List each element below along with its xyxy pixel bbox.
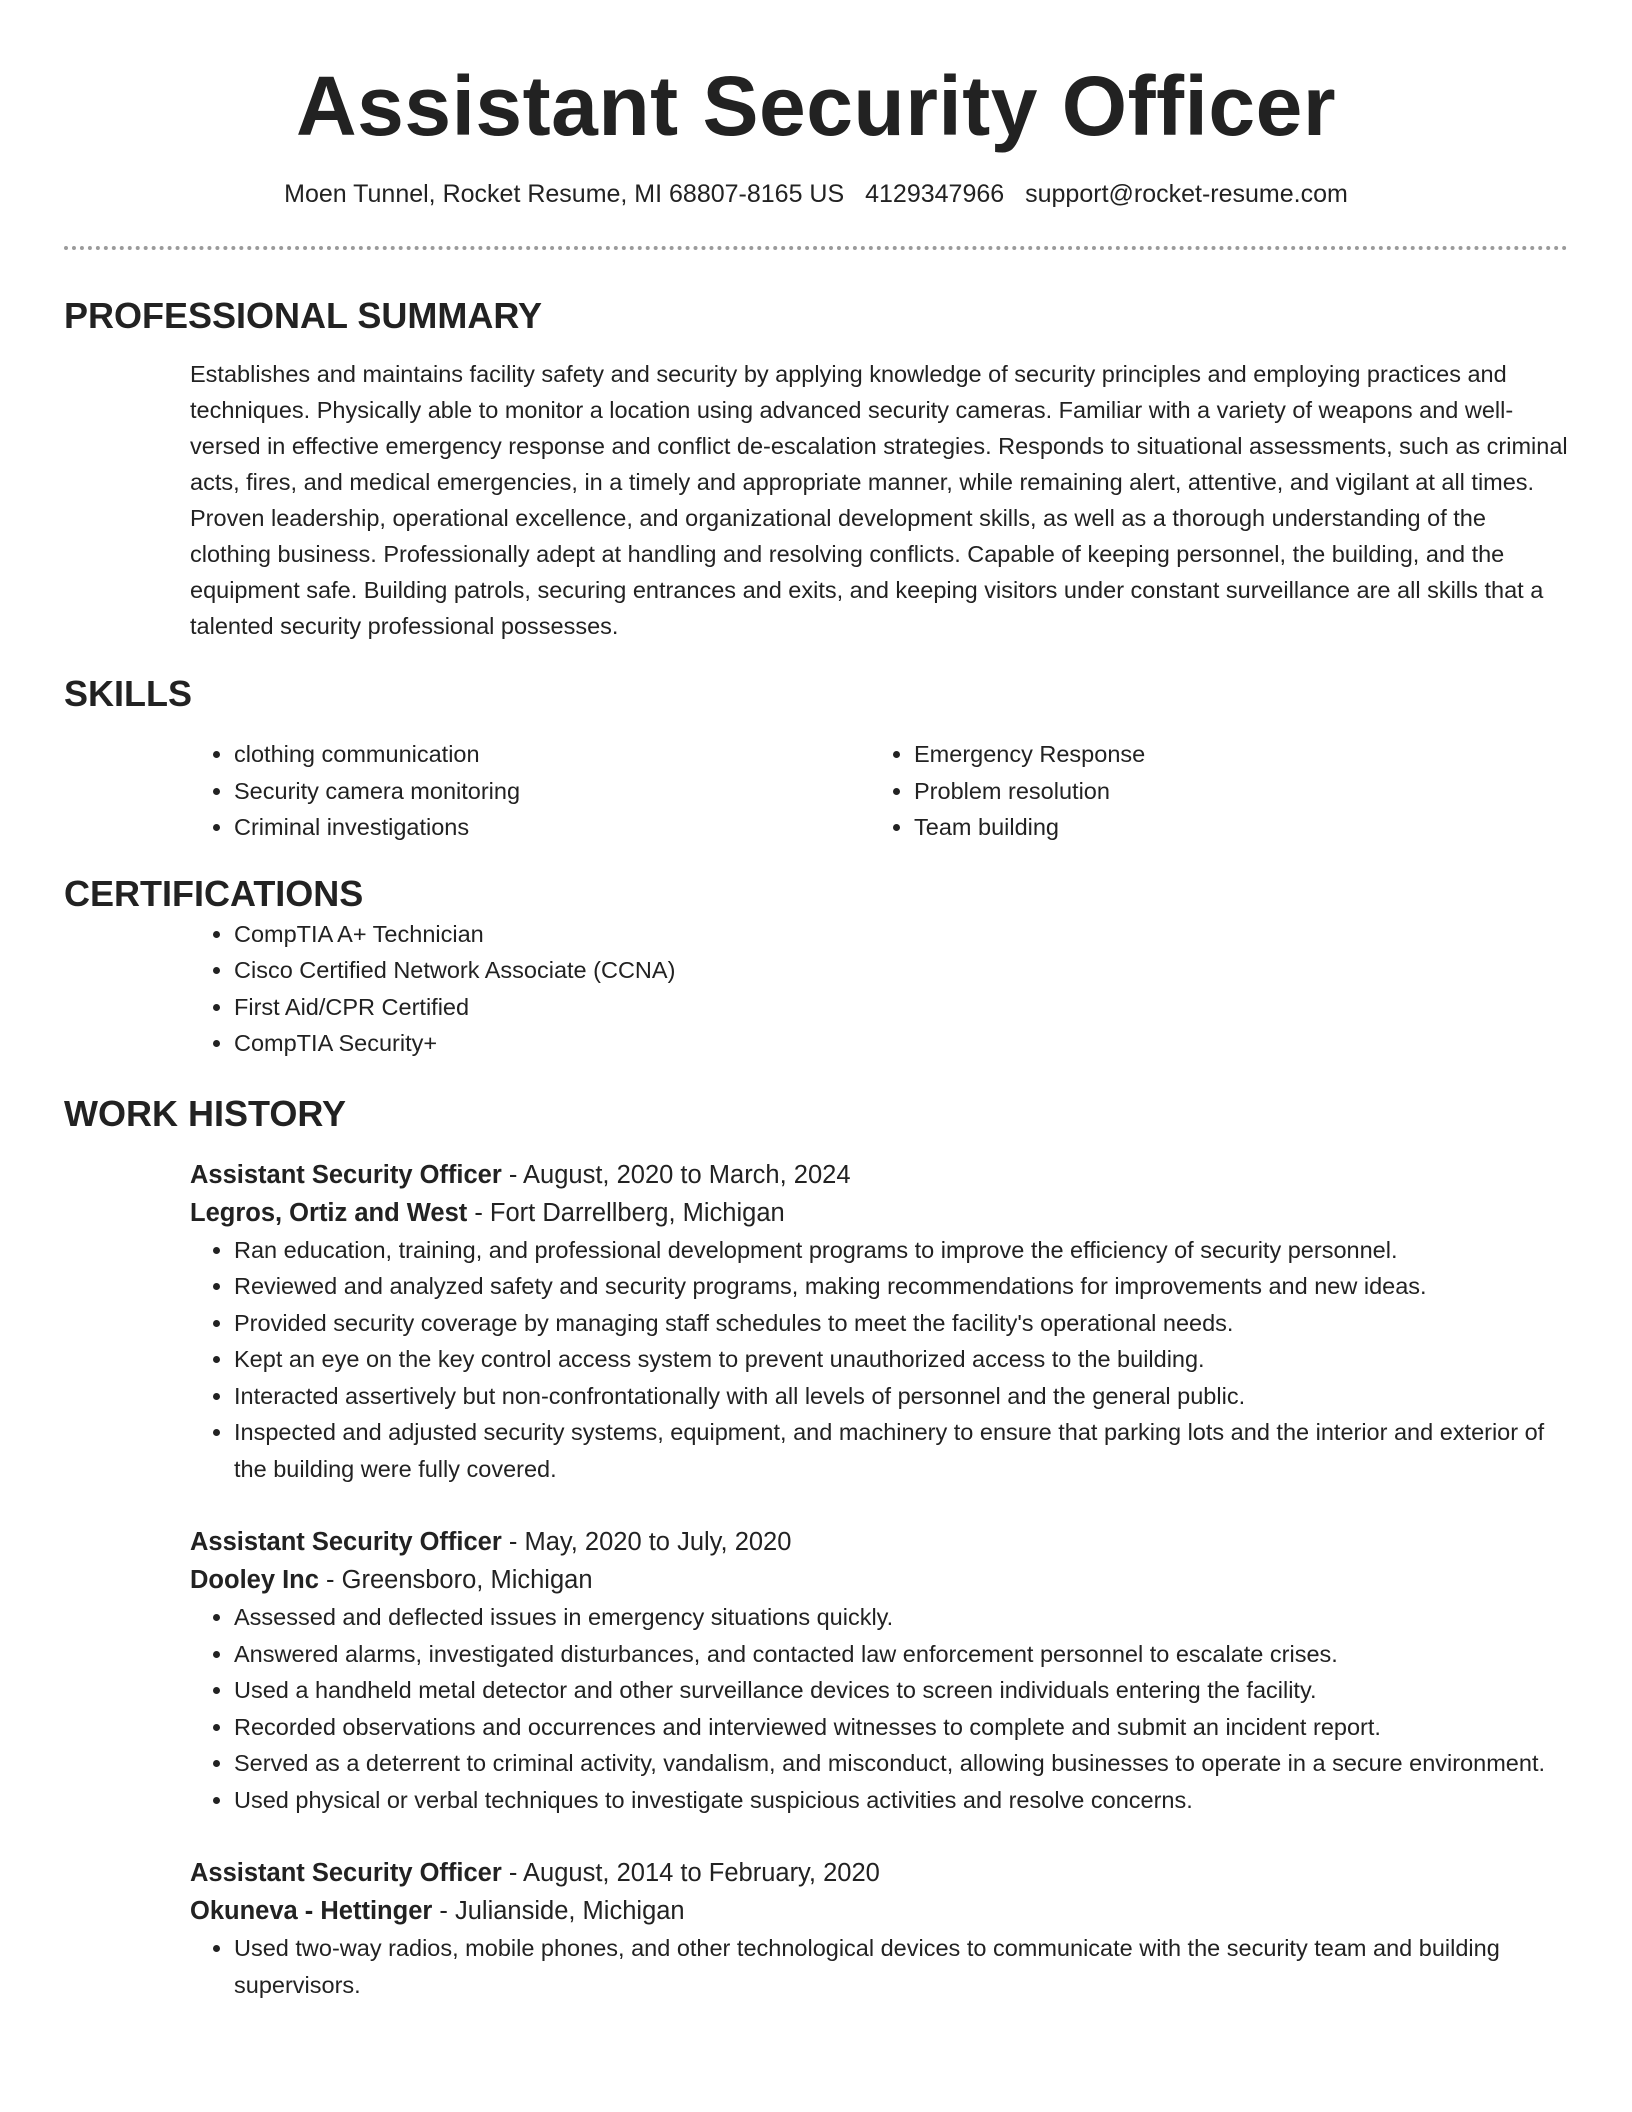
certification-item: • Cisco Certified Network Associate (CCNA) bbox=[234, 952, 1568, 989]
job-company: Okuneva - Hettinger bbox=[190, 1897, 433, 1925]
skill-item: • Criminal investigations bbox=[234, 809, 870, 846]
job-position: Assistant Security Officer bbox=[190, 1160, 502, 1189]
job-bullet: • Kept an eye on the key control access system to prevent unauthorized access to the building. bbox=[234, 1341, 1568, 1378]
summary-heading: PROFESSIONAL SUMMARY bbox=[64, 295, 543, 336]
certification-item: • CompTIA Security+ bbox=[234, 1025, 1568, 1062]
separator: - bbox=[432, 1897, 455, 1925]
header-divider bbox=[64, 246, 1568, 250]
job-bullet: • Used two-way radios, mobile phones, and other technological devices to communicate with the security team and building supervisors. bbox=[234, 1930, 1568, 2003]
job-entry bbox=[190, 1854, 1568, 2003]
skills-list-left bbox=[190, 736, 870, 846]
job-location: Greensboro, Michigan bbox=[341, 1566, 593, 1594]
job-dates: August, 2020 to March, 2024 bbox=[523, 1160, 851, 1189]
job-bullet: • Recorded observations and occurrences and interviewed witnesses to complete and submit an incident report. bbox=[234, 1709, 1568, 1746]
job-title-line bbox=[190, 1156, 1568, 1194]
job-bullets bbox=[190, 1232, 1568, 1488]
skills-list-right bbox=[870, 736, 1550, 846]
contact-email: support@rocket-resume.com bbox=[1025, 180, 1348, 208]
resume-name-title: Assistant Security Officer bbox=[295, 59, 1337, 153]
job-position: Assistant Security Officer bbox=[190, 1859, 502, 1887]
skills-heading: SKILLS bbox=[64, 673, 193, 714]
certifications-heading: CERTIFICATIONS bbox=[64, 872, 364, 914]
contact-address: Moen Tunnel, Rocket Resume, MI 68807-8165 US bbox=[284, 180, 845, 208]
separator: - bbox=[318, 1566, 342, 1594]
job-company: Legros, Ortiz and West bbox=[190, 1198, 468, 1227]
job-bullet: • Provided security coverage by managing staff schedules to meet the facility's operational needs. bbox=[234, 1305, 1568, 1342]
certification-item: • CompTIA A+ Technician bbox=[234, 916, 1568, 953]
job-bullet: • Served as a deterrent to criminal activity, vandalism, and misconduct, allowing businesses to operate in a secure environment. bbox=[234, 1745, 1568, 1782]
job-bullets bbox=[190, 1599, 1568, 1818]
certifications-list bbox=[190, 916, 1568, 1062]
skills-grid bbox=[190, 736, 1568, 846]
job-bullet: • Inspected and adjusted security systems, equipment, and machinery to ensure that parking lots and the interior and exterior of the building were fully covered. bbox=[234, 1414, 1568, 1487]
job-bullet: • Used a handheld metal detector and other surveillance devices to screen individuals entering the facility. bbox=[234, 1672, 1568, 1709]
skill-item: • Team building bbox=[914, 809, 1550, 846]
job-location: Julianside, Michigan bbox=[454, 1897, 685, 1925]
job-bullet: • Assessed and deflected issues in emergency situations quickly. bbox=[234, 1599, 1568, 1636]
job-bullet: • Interacted assertively but non-confrontationally with all levels of personnel and the general public. bbox=[234, 1378, 1568, 1415]
separator: - bbox=[501, 1859, 524, 1887]
job-bullet: • Used physical or verbal techniques to investigate suspicious activities and resolve concerns. bbox=[234, 1782, 1568, 1819]
job-position: Assistant Security Officer bbox=[190, 1528, 502, 1556]
job-company-line bbox=[190, 1892, 1568, 1930]
summary-text: Establishes and maintains facility safety and security by applying knowledge of security principles and employing practices and techniques. Physically able to monitor a location using advanced security cameras. Familiar with a variety of weapons and well-versed in effective emergency response and conflict de-escalation strategies. Responds to situational assessments, such as criminal acts, fires, and medical emergencies, in a timely and appropriate manner, while remaining alert, attentive, and vigilant at all times. Proven leadership, operational excellence, and organizational development skills, as well as a thorough understanding of the clothing business. Professionally adept at handling and resolving conflicts. Capable of keeping personnel, the building, and the equipment safe. Building patrols, securing entrances and exits, and keeping visitors under constant surveillance are all skills that a talented security professional possesses. bbox=[190, 361, 1568, 639]
job-bullet: • Answered alarms, investigated disturbances, and contacted law enforcement personnel to escalate crises. bbox=[234, 1636, 1568, 1673]
separator: - bbox=[467, 1198, 490, 1227]
job-entry bbox=[190, 1523, 1568, 1818]
job-location: Fort Darrellberg, Michigan bbox=[489, 1198, 785, 1227]
job-title-line bbox=[190, 1854, 1568, 1892]
job-bullet: • Ran education, training, and professional development programs to improve the efficiency of security personnel. bbox=[234, 1232, 1568, 1269]
contact-line bbox=[64, 176, 1568, 212]
job-title-line bbox=[190, 1523, 1568, 1561]
job-dates: May, 2020 to July, 2020 bbox=[524, 1528, 792, 1556]
job-company-line bbox=[190, 1194, 1568, 1232]
separator: - bbox=[501, 1160, 524, 1189]
separator: - bbox=[501, 1528, 525, 1556]
skill-item: • Emergency Response bbox=[914, 736, 1550, 773]
job-company: Dooley Inc bbox=[190, 1566, 319, 1594]
skill-item: • Security camera monitoring bbox=[234, 773, 870, 810]
skill-item: • Problem resolution bbox=[914, 773, 1550, 810]
job-entry bbox=[190, 1156, 1568, 1488]
contact-phone: 4129347966 bbox=[865, 180, 1005, 208]
job-bullets bbox=[190, 1930, 1568, 2003]
skill-item: • clothing communication bbox=[234, 736, 870, 773]
job-dates: August, 2014 to February, 2020 bbox=[523, 1859, 880, 1887]
job-company-line bbox=[190, 1561, 1568, 1599]
certification-item: • First Aid/CPR Certified bbox=[234, 989, 1568, 1026]
work-history-heading: WORK HISTORY bbox=[64, 1092, 347, 1134]
job-bullet: • Reviewed and analyzed safety and security programs, making recommendations for improvements and new ideas. bbox=[234, 1268, 1568, 1305]
